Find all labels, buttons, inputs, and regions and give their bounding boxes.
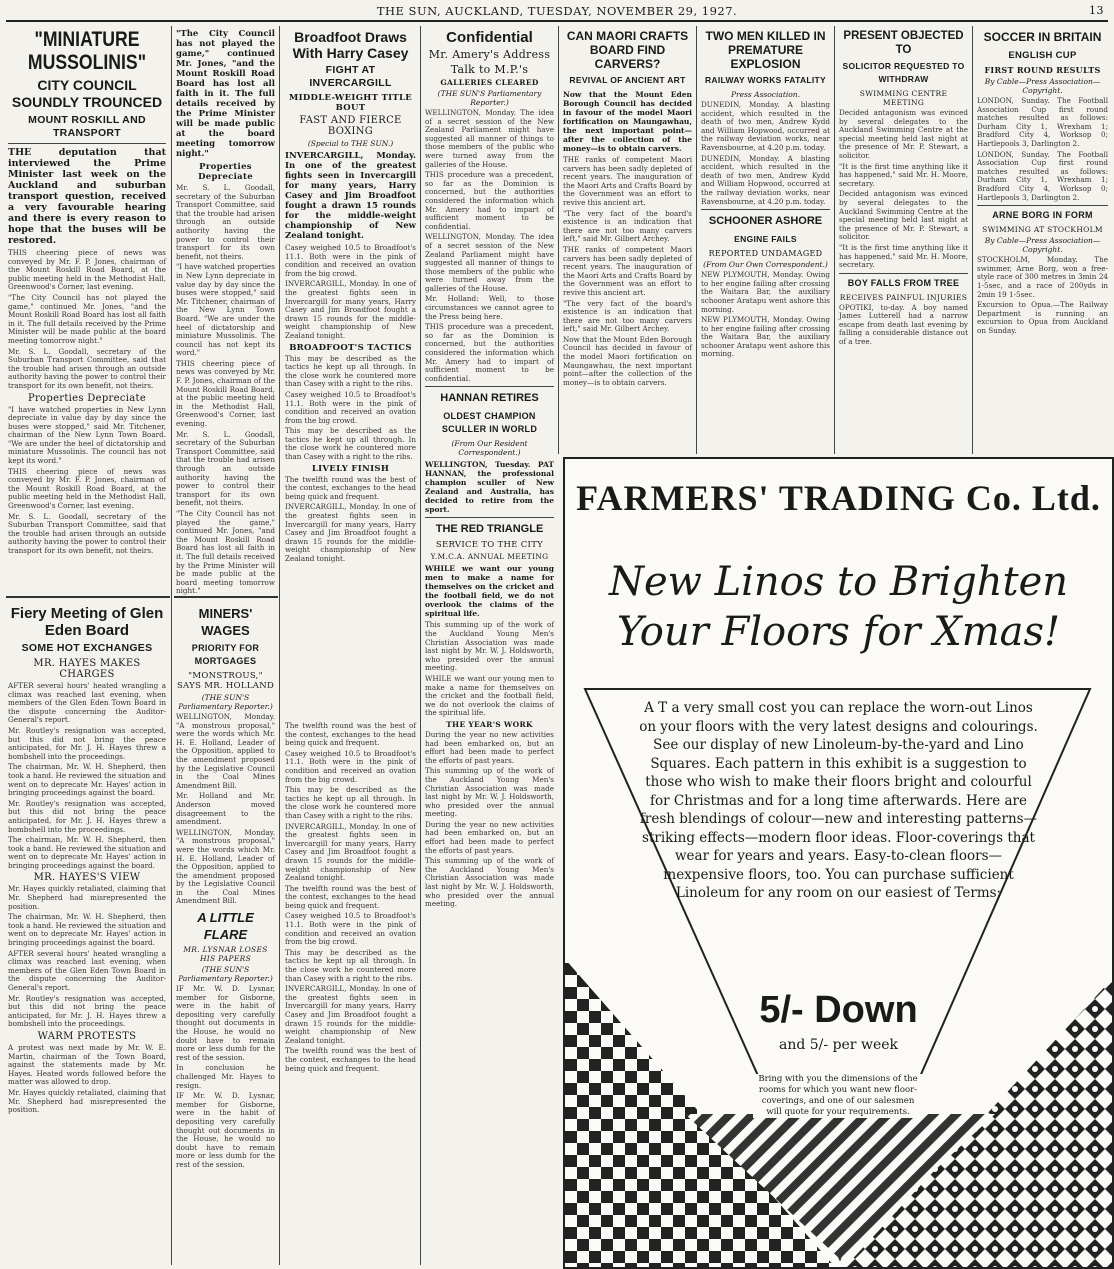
ad-price-weekly: and 5/- per week [778, 1037, 898, 1053]
headline: HANNAN RETIRES [440, 392, 539, 405]
paragraph: IF Mr. W. D. Lysnar, member for Gisborne, were in the habit of depositing very carefully thought out documents in the House, he would no doubt have to remain more or less dumb for the rest of the session. [176, 1091, 275, 1169]
paragraph: Casey weighed 10.5 to Broadfoot's 11.1. Both were in the pink of condition and received an ovation from the big crowd. [285, 243, 416, 278]
article-pilots-souls [285, 720, 416, 1262]
paragraph: INVERCARGILL, Monday. In one of the greatest fights seen in Invercargill for many years, Harry Casey and Jim Broadfoot fought a drawn 15 rounds for the middle-weight championship of New Zealand tonight. [285, 279, 416, 340]
section-heading: WARM PROTESTS [37, 1030, 137, 1042]
paragraph: Casey weighed 10.5 to Broadfoot's 11.1. Both were in the pink of condition and received an ovation from the big crowd. [285, 911, 416, 947]
paragraph: Mr. Routley's resignation was accepted, but this did not bring the peace anticipated, for Mr. J. H. Hayes threw a bombshell into the proceedings. [8, 798, 166, 834]
subheadline: ENGLISH CUP [1008, 50, 1077, 61]
headline: A LITTLE FLARE [197, 910, 254, 943]
paragraph: Mr. Holland: Well, to those circumstances we cannot agree to the Press being here. [425, 294, 554, 321]
paragraph: In conclusion he challenged Mr. Hayes to resign. [176, 1063, 275, 1090]
paragraph: This summing up of the work of the Auckland Young Men's Christian Association was made last night by Mr. W. J. Holdsworth, who presided over the annual meeting. [425, 766, 554, 819]
paragraph: The chairman, Mr. W. H. Shepherd, then took a hand. He reviewed the situation and went on to deprecate Mr. Hayes' action in bringing proceedings against the board. [8, 835, 166, 870]
paragraph: This may be described as the tactics he kept up all through. In the close work he countered more than Casey with a right to the ribs. [285, 947, 416, 983]
paragraph: Mr. S. L. Goodall, secretary of the Suburban Transport Committee, said that the trouble had arisen through an outside authority having the power to control their transport for its own benefit, not theirs. [8, 346, 166, 390]
paragraph: WELLINGTON, Tuesday. PAT HANNAN, the professional champion sculler of New Zealand and Australia, has decided to retire from the sport. [425, 460, 554, 515]
paragraph: Mr. S. L. Goodall, secretary of the Suburban Transport Committee, said that the trouble had arisen through an outside authority having the power to control their transport for its own benefit, not theirs. [8, 511, 166, 555]
paragraph: Mr. Routley's resignation was accepted, but this did not bring the peace anticipated, for Mr. J. H. Hayes threw a bombshell into the proceedings. [8, 993, 166, 1029]
credit: Press Association. [731, 90, 800, 99]
paragraph: NEW PLYMOUTH, Monday. Owing to her engine failing after crossing the Waitara Bar, the auxiliary schooner Aratapu went ashore this morning. [701, 270, 830, 314]
column-rule [171, 26, 172, 1265]
subheadline: FAST AND FIERCE BOXING [299, 115, 402, 137]
credit: (From Our Resident Correspondent.) [451, 439, 528, 458]
subheadline: SWIMMING CENTRE MEETING [859, 89, 948, 107]
article-explosion [701, 26, 830, 446]
paragraph: Decided antagonism was evinced by several delegates to the Auckland Swimming Centre at the special meeting held last night at the presence of Mr. P. Stewart, a solicitor. [839, 108, 968, 160]
paragraph: AFTER several hours' heated wrangling a climax was reached last evening, when members of the Glen Eden Town Board in the dispute concerning the Auditor-General's report. [8, 681, 166, 725]
paragraph: The chairman, Mr. W. H. Shepherd, then took a hand. He reviewed the situation and went on to deprecate Mr. Hayes' action in bringing proceedings against the board. [8, 762, 166, 798]
paragraph: The twelfth round was the best of the contest, exchanges to the head being quick and frequent. [285, 721, 416, 748]
subheadline: "MONSTROUS," SAYS MR. HOLLAND [176, 671, 275, 691]
paragraph: "The City Council has not played the game," continued Mr. Jones, "and the Mount Roskill Road Board has lost all faith in it. The full details received by the Prime Minister will be made public at the board meeting tomorrow night." [176, 508, 275, 596]
paragraph: Mr. Holland and Mr. Anderson moved disagreement to the amendment. [176, 791, 275, 827]
paragraph: This may be described as the tactics he kept up all through. In the close work he countered more than Casey with a right to the ribs. [285, 785, 416, 820]
ad-headline-2: Your Floors for Xmas! [616, 609, 1061, 655]
headline: BOY FALLS FROM TREE [847, 277, 960, 288]
paragraph: The twelfth round was the best of the contest, exchanges to the head being quick and frequent. [285, 1046, 416, 1073]
paragraph: "The very fact of the board's existence is an indication that there are not too many carvers left," said Mr. Gilbert Archey. [563, 208, 692, 244]
subheadline: SWIMMING AT STOCKHOLM [982, 225, 1103, 235]
paragraph: During the year no new activities had been embarked on, but an effort had been made to perfect the efforts of past years. [425, 819, 554, 855]
article-swimming-centre [839, 26, 968, 446]
paragraph: During the year no new activities had been embarked on, but an effort had been made to perfect the efforts of past years. [425, 729, 554, 765]
ad-body: A T a very small cost you can replace the worn-out Linos on your floors with the very latest designs and colourings. See our display of new Linoleum-by-the-yard and Lino Squares. Each pattern in this exhibit is a suggestion to those who wish to make their floors bright and colourful for Christmas and for a long time afterwards. Here are fresh blendings of colour—new and interesting patterns—striking effects—modern floor ideas. Floor-coverings that wear for years and years. Easy-to-clean floors—inexpensive floors, too. You can purchase sufficient Linoleum for any room on our easiest of Terms: [639, 700, 1038, 901]
paragraph: The twelfth round was the best of the contest, exchanges to the head being quick and frequent. [285, 474, 416, 501]
subheadline: OLDEST CHAMPION SCULLER IN WORLD [441, 411, 538, 435]
article-confidential [425, 26, 554, 1262]
subheadline: Y.M.C.A. ANNUAL MEETING [430, 552, 549, 562]
paragraph: THIS procedure was a precedent, so far as the Dominion is concerned, but the authorities considered the information which Mr. Amery had to impart of sufficient moment to be confidential. [425, 322, 554, 383]
paragraph: Casey weighed 10.5 to Broadfoot's 11.1. Both were in the pink of condition and received an ovation from the big crowd. [285, 748, 416, 784]
column-rule [420, 26, 421, 1265]
section-heading: Properties Depreciate [27, 392, 147, 404]
paragraph: LONDON, Sunday. The Football Association Cup first round matches resulted as follows: Durham City 1, Wrexham 1; Bradford City 4, Worksop 0; Hartlepools 3, Darlington 2. [977, 96, 1108, 148]
subheadline: ENGINE FAILS [734, 234, 797, 245]
paragraph: INVERCARGILL, Monday. In one of the greatest fights seen in Invercargill for many years, Harry Casey and Jim Broadfoot fought a drawn 15 rounds for the middle-weight championship of New Zealand tonight. [285, 984, 416, 1045]
paragraph: Now that the Mount Eden Borough Council has decided in favour of the model Maori fortification on Maungawhau, the next important point—after the collection of the money—is to obtain carvers. [563, 334, 692, 387]
headline: PRESENT OBJECTED TO [843, 30, 964, 56]
paragraph: This may be described as the tactics he kept up all through. In the close work he countered more than Casey with a right to the ribs. [285, 426, 416, 462]
headline: CAN MAORI CRAFTS BOARD FIND CARVERS? [566, 29, 689, 71]
credit: By Cable—Press Association—Copyright. [984, 77, 1101, 95]
section-heading: THE YEAR'S WORK [446, 719, 533, 729]
paragraph: WELLINGTON, Monday. "A monstrous proposal," were the words which Mr. H. E. Holland, Leader of the Opposition, applied to the amendment proposed by the Legislative Council in the Coal Mines Amendment Bill. [176, 827, 275, 906]
subheadline: MIDDLE-WEIGHT TITLE BOUT [288, 93, 413, 113]
section-heading: LIVELY FINISH [311, 463, 390, 474]
paragraph: THIS procedure was a precedent, so far as the Dominion is concerned, but the authorities considered the information which Mr. Amery had to impart of sufficient moment to be confidential. [425, 170, 554, 231]
ad-note: Bring with you the dimensions of the rooms for which you want new floor-coverings, and one of our salesmen will quote for your requirements. [753, 1074, 923, 1118]
paragraph: WELLINGTON, Monday. The idea of a secret session of the New Zealand Parliament might have suggested all manner of things to those members of the public who were turned away from the galleries of the House. [425, 108, 554, 169]
subheadline: Talk to M.P.'s [450, 63, 529, 76]
paragraph: The chairman, Mr. W. H. Shepherd, then took a hand. He reviewed the situation and went on to deprecate Mr. Hayes' action in bringing proceedings against the board. [8, 912, 166, 948]
paragraph: WELLINGTON, Monday. "A monstrous proposal," were the words which Mr. H. E. Holland, Leader of the Opposition, applied to the amendment proposed by the Legislative Council in the Coal Mines Amendment Bill. [176, 712, 275, 790]
credit: (THE SUN'S Parliamentary Reporter.) [178, 693, 273, 711]
headline: Confidential [446, 29, 533, 46]
paragraph: THE ranks of competent Maori carvers has been sadly depleted of recent years. The inauguration of the Maori Arts and Crafts Board by the Government was an effort to revive this ancient art. [563, 155, 692, 207]
paragraph: IF Mr. W. D. Lysnar, member for Gisborne, were in the habit of depositing very carefully thought out documents in the House, he would no doubt have to remain more or less dumb for the rest of the session. [176, 984, 275, 1062]
paragraph: "It is the first time anything like it has happened," said Mr. H. Moore, secretary. [839, 161, 968, 188]
subheadline: FIRST ROUND RESULTS [984, 65, 1101, 75]
article-miners-wages [176, 602, 275, 1262]
credit: (Special to THE SUN.) [307, 139, 394, 148]
subheadline: SOME HOT EXCHANGES [21, 642, 153, 654]
column-rule [558, 26, 559, 454]
paragraph: STOCKHOLM, Monday. The swimmer, Arne Borg, won a free-style race of 300 metres in 3min 24 1-5sec, and a race of 200yds in 2min 19 1-5sec. [977, 255, 1108, 299]
paragraph: WELLINGTON, Monday. The idea of a secret session of the New Zealand Parliament might have suggested all manner of things to those members of the public who were turned away from the galleries of the House. [425, 232, 554, 293]
column-rule [834, 26, 835, 454]
credit: (THE SUN'S Parliamentary Reporter.) [178, 965, 273, 984]
subheadline: GALLERIES CLEARED [440, 78, 539, 87]
subheadline: RECEIVES PAINFUL INJURIES [839, 292, 968, 302]
article-broadfoot-casey-body [285, 26, 416, 716]
paragraph: DUNEDIN, Monday. A blasting accident, which resulted in the death of two men, Andrew Kydd and William Hopwood, occurred at the railway deviation works, near Ravensbourne, at 4.20 p.m. today. [701, 153, 830, 206]
paragraph: "The City Council has not played the game," continued Mr. Jones, "and the Mount Roskill Road Board has lost all faith in it. The full details received by the Prime Minister will be made public at the board meeting tomorrow night." [8, 292, 166, 345]
paragraph: OPOTIKI, to-day. A boy named James Lutterell had a narrow escape from death last evening by falling a considerable distance out of a tree. [839, 302, 968, 347]
column-rule [696, 26, 697, 454]
lede: THE deputation that interviewed the Prime Minister last week on the Auckland and suburban transport question, received a very favourable hearing and there is every reason to hope that the buses will be restored. [8, 147, 166, 246]
paragraph: INVERCARGILL, Monday. In one of the greatest fights seen in Invercargill for many years, Harry Casey and Jim Broadfoot fought a drawn 15 rounds for the middle-weight championship of New Zealand tonight. [285, 821, 416, 883]
subheadline: Mr. Amery's Address [428, 48, 551, 61]
paragraph: WHILE we want our young men to make a name for themselves on the cricket and the football field, we do not overlook the claims of the spiritual life. [425, 673, 554, 718]
masthead-title: THE SUN, AUCKLAND, TUESDAY, NOVEMBER 29, 1927. [376, 4, 738, 18]
paragraph: This summing up of the work of the Auckland Young Men's Christian Association was made last night by Mr. W. J. Holdsworth, who presided over the annual meeting. [425, 620, 554, 673]
headline: THE RED TRIANGLE [435, 523, 544, 536]
section-heading: MR. HAYES'S VIEW [33, 872, 141, 884]
paragraph: "The City Council has not played the game," continued Mr. Jones, "and the Mount Roskill Road Board has lost all faith in it. The full details received by the Prime Minister will be made public at the board meeting tomorrow night." [176, 29, 275, 159]
subheadline: RAILWAY WORKS FATALITY [704, 75, 827, 85]
headline: Broadfoot Draws With Harry Casey [292, 29, 409, 61]
paragraph: INVERCARGILL, Monday. In one of the greatest fights seen in Invercargill for many years, Harry Casey and Jim Broadfoot fought a drawn 15 rounds for the middle-weight championship of New Zealand tonight. [285, 502, 416, 563]
paragraph: Decided antagonism was evinced by several delegates to the Auckland Swimming Centre at the special meeting held last night at the presence of Mr. P. Stewart, a solicitor. [839, 189, 968, 242]
paragraph: Mr. S. L. Goodall, secretary of the Suburban Transport Committee, said that the trouble had arisen through an outside authority having the power to control their transport for its own benefit, not theirs. [176, 183, 275, 261]
paragraph: Mr. Hayes quickly retaliated, claiming that Mr. Shepherd had misrepresented the position. [8, 1087, 166, 1115]
paragraph: DUNEDIN, Monday. A blasting accident, which resulted in the death of two men, Andrew Kydd and William Hopwood, occurred at the railway deviation works, near Ravensbourne, at 4.20 p.m. today. [701, 100, 830, 152]
ad-company: FARMERS' TRADING Co. Ltd. [576, 478, 1101, 518]
paragraph: Mr. Hayes quickly retaliated, claiming that Mr. Shepherd had misrepresented the position. [8, 884, 166, 911]
subheadline: MR. HAYES MAKES CHARGES [33, 658, 141, 680]
section-heading: Properties Depreciate [198, 162, 253, 182]
masthead [6, 2, 1108, 22]
subheadline: PRIORITY FOR MORTGAGES [191, 643, 260, 666]
lede: Now that the Mount Eden Borough Council has decided in favour of the model Maori fortification on Maungawhau, the next important point—after the collection of the money—is to obtain carvers. [563, 90, 692, 153]
subheadline: MOUNT ROSKILL AND TRANSPORT [28, 114, 146, 139]
subheadline: REPORTED UNDAMAGED [708, 249, 823, 259]
farmers-advertisement [563, 457, 1114, 1269]
credit: (From Our Own Correspondent.) [703, 260, 828, 270]
article-miniature-mussolinis [8, 26, 166, 594]
headline: Fiery Meeting of Glen Eden Board [10, 605, 164, 639]
ad-headline-1: New Linos to Brighten [608, 559, 1069, 605]
headline: ARNE BORG IN FORM [992, 210, 1093, 221]
credit: (THE SUN'S Parliamentary Reporter.) [437, 89, 542, 107]
page-number: 13 [1089, 4, 1104, 17]
subheadline: MR. LYSNAR LOSES HIS PAPERS [183, 945, 268, 964]
paragraph: The twelfth round was the best of the contest, exchanges to the head being quick and frequent. [285, 883, 416, 910]
column-rule [972, 26, 973, 454]
paragraph: "I have watched properties in New Lynn depreciate in value day by day since the buses were stopped," said Mr. Titchener, chairman of the New Lynn Town Board. "We are under the heel of dictatorship and miniature Mussolinis. The council has not kept its word." [176, 262, 275, 358]
headline: SOCCER IN BRITAIN [983, 30, 1102, 44]
lede: INVERCARGILL, Monday. In one of the greatest fights seen in Invercargill for many years, Harry Casey and Jim Broadfoot fought a drawn 15 rounds for the middle-weight championship of New Zealand tonight. [285, 151, 416, 241]
paragraph: "I have watched properties in New Lynn depreciate in value day by day since the buses were stopped," said Mr. Titchener, chairman of the New Lynn Town Board. "We are under the heel of dictatorship and miniature Mussolinis. The council has not kept its word." [8, 404, 166, 466]
subheadline: FIGHT AT INVERCARGILL [309, 64, 392, 89]
paragraph: Mr. Routley's resignation was accepted, but this did not bring the peace anticipated, for Mr. J. H. Hayes threw a bombshell into the proceedings. [8, 725, 166, 761]
paragraph: THIS cheering piece of news was conveyed by Mr. F. P. Jones, chairman of the Mount Roskill Road Board, at the public meeting held in the Methodist Hall, Greenwood's Corner, last evening. [8, 466, 166, 511]
article-soccer [977, 26, 1108, 446]
paragraph: Excursion to Opua.—The Railway Department is running an excursion to Opua from Auckland on Sunday. [977, 300, 1108, 335]
paragraph: "It is the first time anything like it has happened," said Mr. H. Moore, secretary. [839, 242, 968, 270]
section-heading: BROADFOOT'S TACTICS [289, 342, 412, 353]
article-glen-eden-board [8, 602, 166, 1262]
paragraph: Casey weighed 10.5 to Broadfoot's 11.1. Both were in the pink of condition and received an ovation from the big crowd. [285, 389, 416, 425]
credit: By Cable—Press Association—Copyright. [984, 236, 1101, 255]
paragraph: This may be described as the tactics he kept up all through. In the close work he countered more than Casey with a right to the ribs. [285, 353, 416, 389]
subheadline: REVIVAL OF ANCIENT ART [569, 75, 686, 85]
headline: SCHOONER ASHORE [708, 215, 823, 228]
paragraph: THE ranks of competent Maori carvers has been sadly depleted of recent years. The inauguration of the Maori Arts and Crafts Board by the Government was an effort to revive this ancient art. [563, 244, 692, 297]
headline: TWO MEN KILLED IN PREMATURE EXPLOSION [705, 29, 826, 71]
article-council-continued [176, 26, 275, 596]
paragraph: THIS cheering piece of news was conveyed by Mr. F. P. Jones, chairman of the Mount Roskill Road Board, at the public meeting held in the Methodist Hall, Greenwood's Corner, last evening. [8, 248, 166, 292]
paragraph: AFTER several hours' heated wrangling a climax was reached last evening, when members of the Glen Eden Town Board in the dispute concerning the Auditor-General's report. [8, 948, 166, 992]
subheadline: CITY COUNCIL SOUNDLY TROUNCED [11, 77, 163, 110]
article-maori-carvers [563, 26, 692, 446]
paragraph: THIS cheering piece of news was conveyed by Mr. F. P. Jones, chairman of the Mount Roskill Road Board, at the public meeting held in the Methodist Hall, Greenwood's Corner, last evening. [176, 358, 275, 429]
subheadline: SOLICITOR REQUESTED TO WITHDRAW [842, 61, 965, 84]
paragraph: A protest was next made by Mr. W. E. Martin, chairman of the Town Board, against the statements made by Mr. Hayes. Heated words followed before the matter was allowed to drop. [8, 1042, 166, 1087]
headline: "MINIATURE MUSSOLINIS" [27, 28, 147, 74]
paragraph: This summing up of the work of the Auckland Young Men's Christian Association was made last night by Mr. W. J. Holdsworth, who presided over the annual meeting. [425, 856, 554, 909]
headline: MINERS' WAGES [198, 606, 253, 638]
paragraph: NEW PLYMOUTH, Monday. Owing to her engine failing after crossing the Waitara Bar, the auxiliary schooner Aratapu went ashore this morning. [701, 315, 830, 359]
ad-price: 5/- Down [759, 989, 918, 1031]
paragraph: Mr. S. L. Goodall, secretary of the Suburban Transport Committee, said that the trouble had arisen through an outside authority having the power to control their transport for its own benefit, not theirs. [176, 429, 275, 508]
subheadline: SERVICE TO THE CITY [435, 540, 544, 551]
paragraph: WHILE we want our young men to make a name for themselves on the cricket and the football field, we do not overlook the claims of the spiritual life. [425, 564, 554, 619]
paragraph: "The very fact of the board's existence is an indication that there are not too many carvers left," said Mr. Gilbert Archey. [563, 298, 692, 334]
paragraph: LONDON, Sunday. The Football Association Cup first round matches resulted as follows: Durham City 1, Wrexham 1; Bradford City 4, Worksop 0; Hartlepools 3, Darlington 2. [977, 149, 1108, 202]
